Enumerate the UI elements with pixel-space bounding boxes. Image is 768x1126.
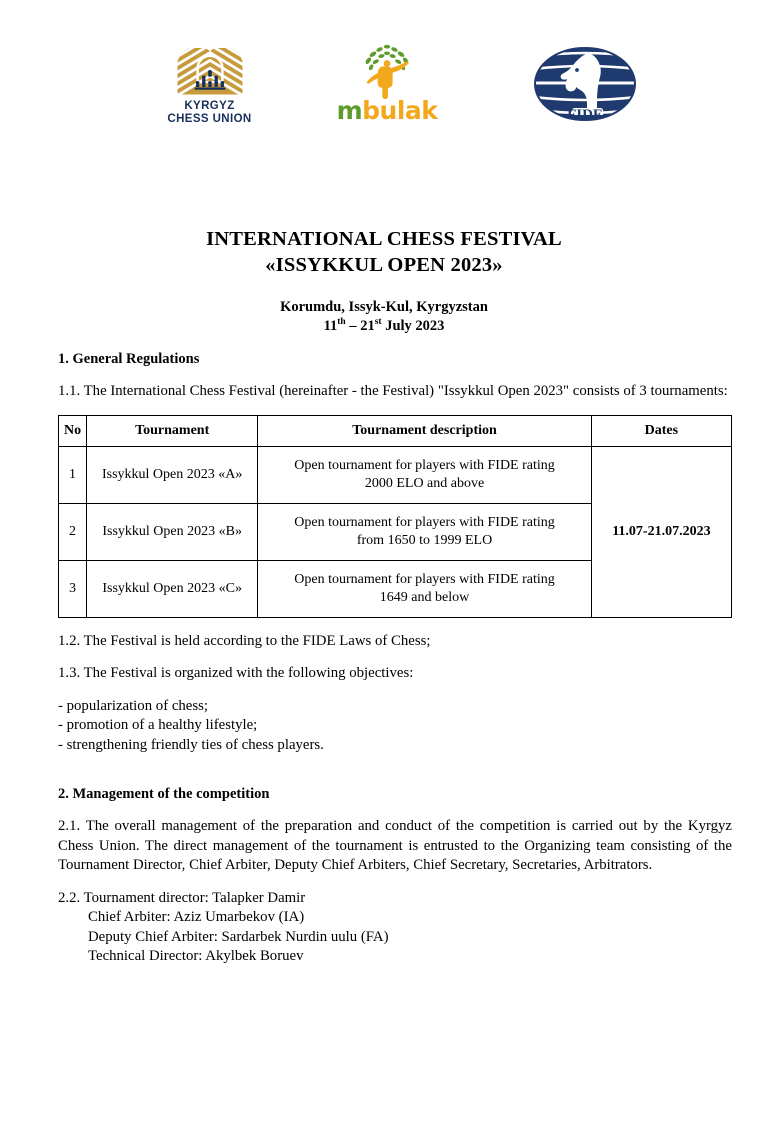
kcu-label-line1: KYRGYZ xyxy=(184,100,235,112)
section-2-heading: 2. Management of the competition xyxy=(58,786,270,802)
row-3-description-line2: 1649 and below xyxy=(379,589,470,605)
kyrgyz-chess-union-label xyxy=(152,100,267,125)
row-3-no: 3 xyxy=(59,560,87,617)
official-tournament-director: 2.2. Tournament director: Talapker Damir xyxy=(58,889,306,906)
paragraph-1-3: 1.3. The Festival is organized with the following objectives: xyxy=(58,665,414,681)
event-date-sup2: st xyxy=(374,316,382,327)
document-title-line2: «ISSYKKUL OPEN 2023» xyxy=(265,254,503,276)
row-1-description-line1: Open tournament for players with FIDE rating xyxy=(294,457,555,473)
paragraph-1-2: 1.2. The Festival is held according to the FIDE Laws of Chess; xyxy=(58,632,431,649)
section-1-heading: 1. General Regulations xyxy=(58,351,200,367)
fide-label: FIDE xyxy=(567,107,603,123)
objective-item: - popularization of chess; xyxy=(58,697,208,714)
mbulak-wordmark-rest: bulak xyxy=(362,96,438,125)
row-1-description-line2: 2000 ELO and above xyxy=(364,475,485,491)
document-body xyxy=(58,350,732,967)
table-header-no: No xyxy=(59,415,87,446)
table-header-tournament: Tournament xyxy=(87,415,258,446)
document-title xyxy=(0,226,768,278)
official-technical-director: Technical Director: Akylbek Boruev xyxy=(88,948,304,964)
row-3-tournament: Issykkul Open 2023 «C» xyxy=(87,560,258,617)
logo-band xyxy=(0,42,768,142)
kyrgyz-chess-union-icon xyxy=(171,48,249,96)
event-dates xyxy=(0,317,768,336)
mbulak-wordmark-m: m xyxy=(336,96,363,125)
fide-logo xyxy=(520,46,650,126)
document-title-line1: INTERNATIONAL CHESS FESTIVAL xyxy=(206,228,562,250)
event-date-day1: 11 xyxy=(323,317,338,334)
event-date-rest: July 2023 xyxy=(381,317,445,334)
kcu-label-line2: CHESS UNION xyxy=(167,112,252,125)
row-2-description-line1: Open tournament for players with FIDE rating xyxy=(294,514,555,530)
event-location: Korumdu, Issyk-Kul, Kyrgyzstan xyxy=(280,299,488,315)
table-header-description: Tournament description xyxy=(258,415,591,446)
document-subtitle xyxy=(0,298,768,335)
table-dates-cell: 11.07-21.07.2023 xyxy=(591,446,731,617)
table-header-dates: Dates xyxy=(591,415,731,446)
event-date-dash: – xyxy=(345,317,361,334)
objective-item: - promotion of a healthy lifestyle; xyxy=(58,717,258,733)
tournaments-table xyxy=(58,415,732,618)
table-header-row xyxy=(59,415,732,446)
row-2-no: 2 xyxy=(59,503,87,560)
mbulak-tree-icon xyxy=(359,42,415,100)
row-2-description xyxy=(258,503,591,560)
tournaments-table-wrapper xyxy=(58,415,732,618)
official-chief-arbiter: Chief Arbiter: Aziz Umarbekov (IA) xyxy=(88,909,305,925)
paragraph-2-1: 2.1. The overall management of the preparation and conduct of the competition is carried out by the Kyrgyz Chess Union. The direct management of the tournament is entrusted to the Organizing team consisting of the Tournament Director, Chief Arbiter, Deputy Chief Arbiters, Chief Secretary, Secretaries, Arbitrators. xyxy=(58,818,732,873)
row-1-no: 1 xyxy=(59,446,87,503)
mbulak-logo xyxy=(332,42,442,124)
official-deputy-chief-arbiter: Deputy Chief Arbiter: Sardarbek Nurdin uulu (FA) xyxy=(88,928,389,945)
officials-list xyxy=(58,889,732,967)
row-3-description-line1: Open tournament for players with FIDE rating xyxy=(294,571,555,587)
objectives-list xyxy=(58,697,732,756)
row-3-description xyxy=(258,560,591,617)
row-2-description-line2: from 1650 to 1999 ELO xyxy=(356,532,493,548)
mbulak-wordmark xyxy=(332,98,442,124)
paragraph-1-1: 1.1. The International Chess Festival (hereinafter - the Festival) "Issykkul Open 2023" consists of 3 tournaments: xyxy=(58,383,728,399)
fide-knight-icon xyxy=(531,46,639,126)
objective-item: - strengthening friendly ties of chess players. xyxy=(58,736,324,753)
row-1-tournament: Issykkul Open 2023 «A» xyxy=(87,446,258,503)
row-1-description xyxy=(258,446,591,503)
event-date-day2: 21 xyxy=(360,317,375,334)
event-date-sup1: th xyxy=(337,316,346,327)
kyrgyz-chess-union-logo xyxy=(152,48,267,125)
table-row xyxy=(59,446,732,503)
section-2 xyxy=(58,785,732,967)
row-2-tournament: Issykkul Open 2023 «B» xyxy=(87,503,258,560)
